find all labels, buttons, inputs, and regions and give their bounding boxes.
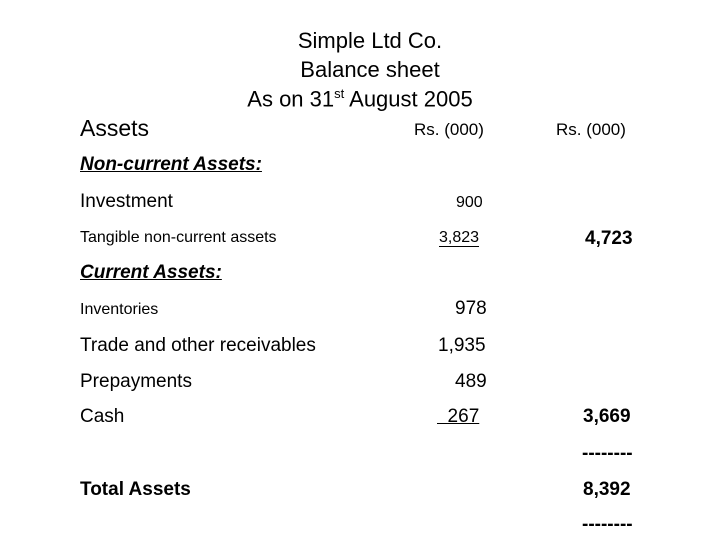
- date-suffix: August 2005: [344, 86, 473, 112]
- separator-line-2: --------: [582, 514, 633, 535]
- cash-value: 267: [437, 406, 480, 427]
- tangible-assets-label: Tangible non-current assets: [80, 229, 277, 246]
- cash-label: Cash: [80, 406, 125, 427]
- date-line: [140, 87, 580, 110]
- investment-value: 900: [456, 194, 483, 211]
- receivables-value: 1,935: [438, 335, 486, 356]
- inventories-value: 978: [455, 298, 487, 319]
- prepayments-value: 489: [455, 371, 487, 392]
- assets-label: Assets: [80, 115, 150, 141]
- current-assets-heading: Current Assets:: [80, 262, 222, 283]
- column-1-header: Rs. (000): [414, 120, 484, 139]
- non-current-total: 4,723: [585, 228, 633, 249]
- inventories-label: Inventories: [80, 301, 159, 318]
- receivables-label: Trade and other receivables: [80, 335, 316, 356]
- non-current-assets-heading: Non-current Assets:: [80, 154, 262, 175]
- separator-line-1: --------: [582, 443, 633, 464]
- tangible-assets-value: 3,823: [439, 229, 480, 246]
- investment-label: Investment: [80, 191, 173, 212]
- company-name: Simple Ltd Co.: [297, 28, 443, 53]
- total-assets-value: 8,392: [583, 479, 631, 500]
- document-title: Balance sheet: [300, 57, 440, 82]
- total-assets-label: Total Assets: [80, 479, 191, 500]
- date-superscript: st: [334, 86, 345, 101]
- column-2-header: Rs. (000): [556, 120, 626, 139]
- current-assets-total: 3,669: [583, 406, 631, 427]
- prepayments-label: Prepayments: [80, 371, 192, 392]
- date-prefix: As on 31: [247, 86, 335, 112]
